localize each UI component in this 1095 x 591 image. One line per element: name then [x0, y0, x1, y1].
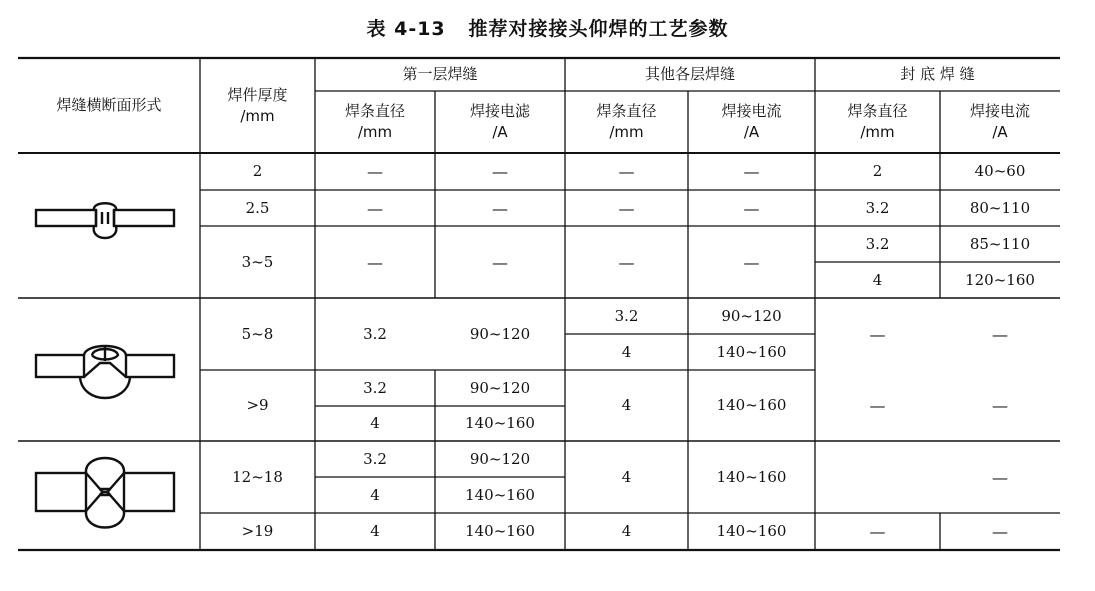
other-current-cell: 140~160	[716, 396, 787, 414]
other-current-cell: —	[743, 198, 760, 218]
header-group-first-layer: 第一层焊缝	[402, 65, 478, 83]
other-dia-cell: —	[618, 198, 635, 218]
other-dia-cell: 3.2	[614, 306, 639, 325]
first-current-cell: 140~160	[465, 414, 535, 432]
thickness-cell: 12~18	[232, 467, 283, 486]
header-first-current-label: 焊接电滤	[469, 102, 530, 120]
header-sealing-dia-label: 焊条直径	[847, 102, 908, 120]
first-dia-cell: 3.2	[363, 449, 387, 468]
sealing-dia-cell: —	[869, 522, 886, 541]
thickness-cell: 2.5	[245, 198, 270, 217]
sealing-current-cell: 80~110	[969, 198, 1031, 217]
header-section-form-label: 焊缝横断面形式	[56, 96, 162, 114]
sealing-current-cell: —	[992, 324, 1008, 344]
first-dia-cell: —	[367, 252, 383, 272]
header-other-dia-label: 焊条直径	[596, 102, 657, 120]
first-dia-cell: 3.2	[363, 378, 387, 397]
other-current-cell: —	[743, 252, 760, 272]
thickness-cell: 5~8	[241, 324, 274, 343]
sealing-current-cell: 120~160	[965, 270, 1035, 289]
other-dia-cell: —	[618, 252, 635, 272]
first-current-cell: —	[492, 198, 508, 218]
header-other-dia-unit: /mm	[609, 123, 644, 141]
first-current-cell: 90~120	[469, 449, 531, 468]
sealing-current-cell: —	[992, 522, 1008, 541]
sealing-dia-cell: 3.2	[865, 234, 890, 253]
weld-double-sided-icon	[30, 453, 180, 533]
header-sealing-dia-unit: /mm	[860, 123, 895, 141]
other-current-cell: —	[743, 162, 760, 181]
header-thickness	[200, 58, 315, 153]
header-section-form	[18, 58, 200, 153]
thickness-cell: >19	[241, 522, 274, 540]
other-dia-cell: 4	[621, 467, 632, 486]
other-current-cell: 140~160	[716, 342, 787, 361]
first-dia-cell: 4	[370, 414, 380, 432]
other-dia-cell: —	[618, 162, 635, 181]
other-current-cell: 140~160	[716, 467, 787, 486]
sealing-dia-cell	[815, 441, 940, 513]
other-current-cell: 140~160	[716, 522, 787, 540]
sealing-dia-cell: 2	[872, 162, 883, 180]
first-dia-cell: —	[367, 198, 383, 218]
sealing-dia-cell: —	[869, 324, 886, 344]
first-current-cell: —	[492, 162, 508, 181]
first-dia-cell: —	[367, 162, 383, 181]
table-caption: 表 4-13 推荐对接接头仰焊的工艺参数	[366, 18, 729, 40]
header-sealing-current-label: 焊接电流	[969, 102, 1030, 120]
sealing-current-cell: —	[992, 467, 1008, 487]
other-dia-cell: 4	[621, 396, 632, 414]
sealing-current-cell: —	[992, 396, 1008, 415]
first-current-cell: 90~120	[469, 378, 531, 397]
sealing-current-cell: 85~110	[969, 234, 1031, 253]
sealing-dia-cell: —	[869, 396, 886, 415]
header-first-current	[435, 91, 565, 153]
header-other-current	[688, 91, 815, 153]
header-other-current-unit: /A	[743, 123, 760, 141]
header-sealing-current-unit: /A	[992, 123, 1008, 141]
sealing-dia-cell: 4	[872, 270, 883, 289]
header-other-dia	[565, 91, 688, 153]
weld-single-bead-icon	[30, 196, 180, 256]
header-first-dia-unit: /mm	[357, 123, 393, 141]
header-thickness-label: 焊件厚度	[227, 85, 288, 104]
header-group-sealing: 封 底 焊 缝	[900, 65, 975, 83]
thickness-cell: >9	[246, 396, 269, 414]
header-sealing-current	[940, 91, 1060, 153]
first-dia-cell: 4	[370, 485, 380, 504]
header-sealing-dia	[815, 91, 940, 153]
first-current-cell: 90~120	[469, 324, 531, 343]
thickness-cell: 3~5	[241, 252, 274, 271]
header-first-dia-label: 焊条直径	[344, 102, 405, 120]
header-first-dia	[315, 91, 435, 153]
sealing-dia-cell: 3.2	[865, 198, 890, 217]
other-dia-cell: 4	[621, 342, 632, 361]
header-thickness-unit: /mm	[240, 106, 275, 125]
first-dia-cell: 3.2	[363, 324, 387, 343]
weld-multi-pass-icon	[30, 335, 180, 405]
header-group-other-layers: 其他各层焊缝	[644, 65, 735, 83]
header-other-current-label: 焊接电流	[721, 102, 782, 120]
first-current-cell: 140~160	[465, 522, 535, 540]
thickness-cell: 2	[252, 162, 263, 180]
first-dia-cell: 4	[370, 522, 380, 540]
header-first-current-unit: /A	[492, 123, 508, 141]
other-dia-cell: 4	[621, 522, 632, 540]
first-current-cell: 140~160	[465, 485, 535, 504]
sealing-current-cell: 40~60	[974, 162, 1026, 180]
other-current-cell: 90~120	[721, 306, 782, 325]
first-current-cell: —	[492, 252, 508, 272]
